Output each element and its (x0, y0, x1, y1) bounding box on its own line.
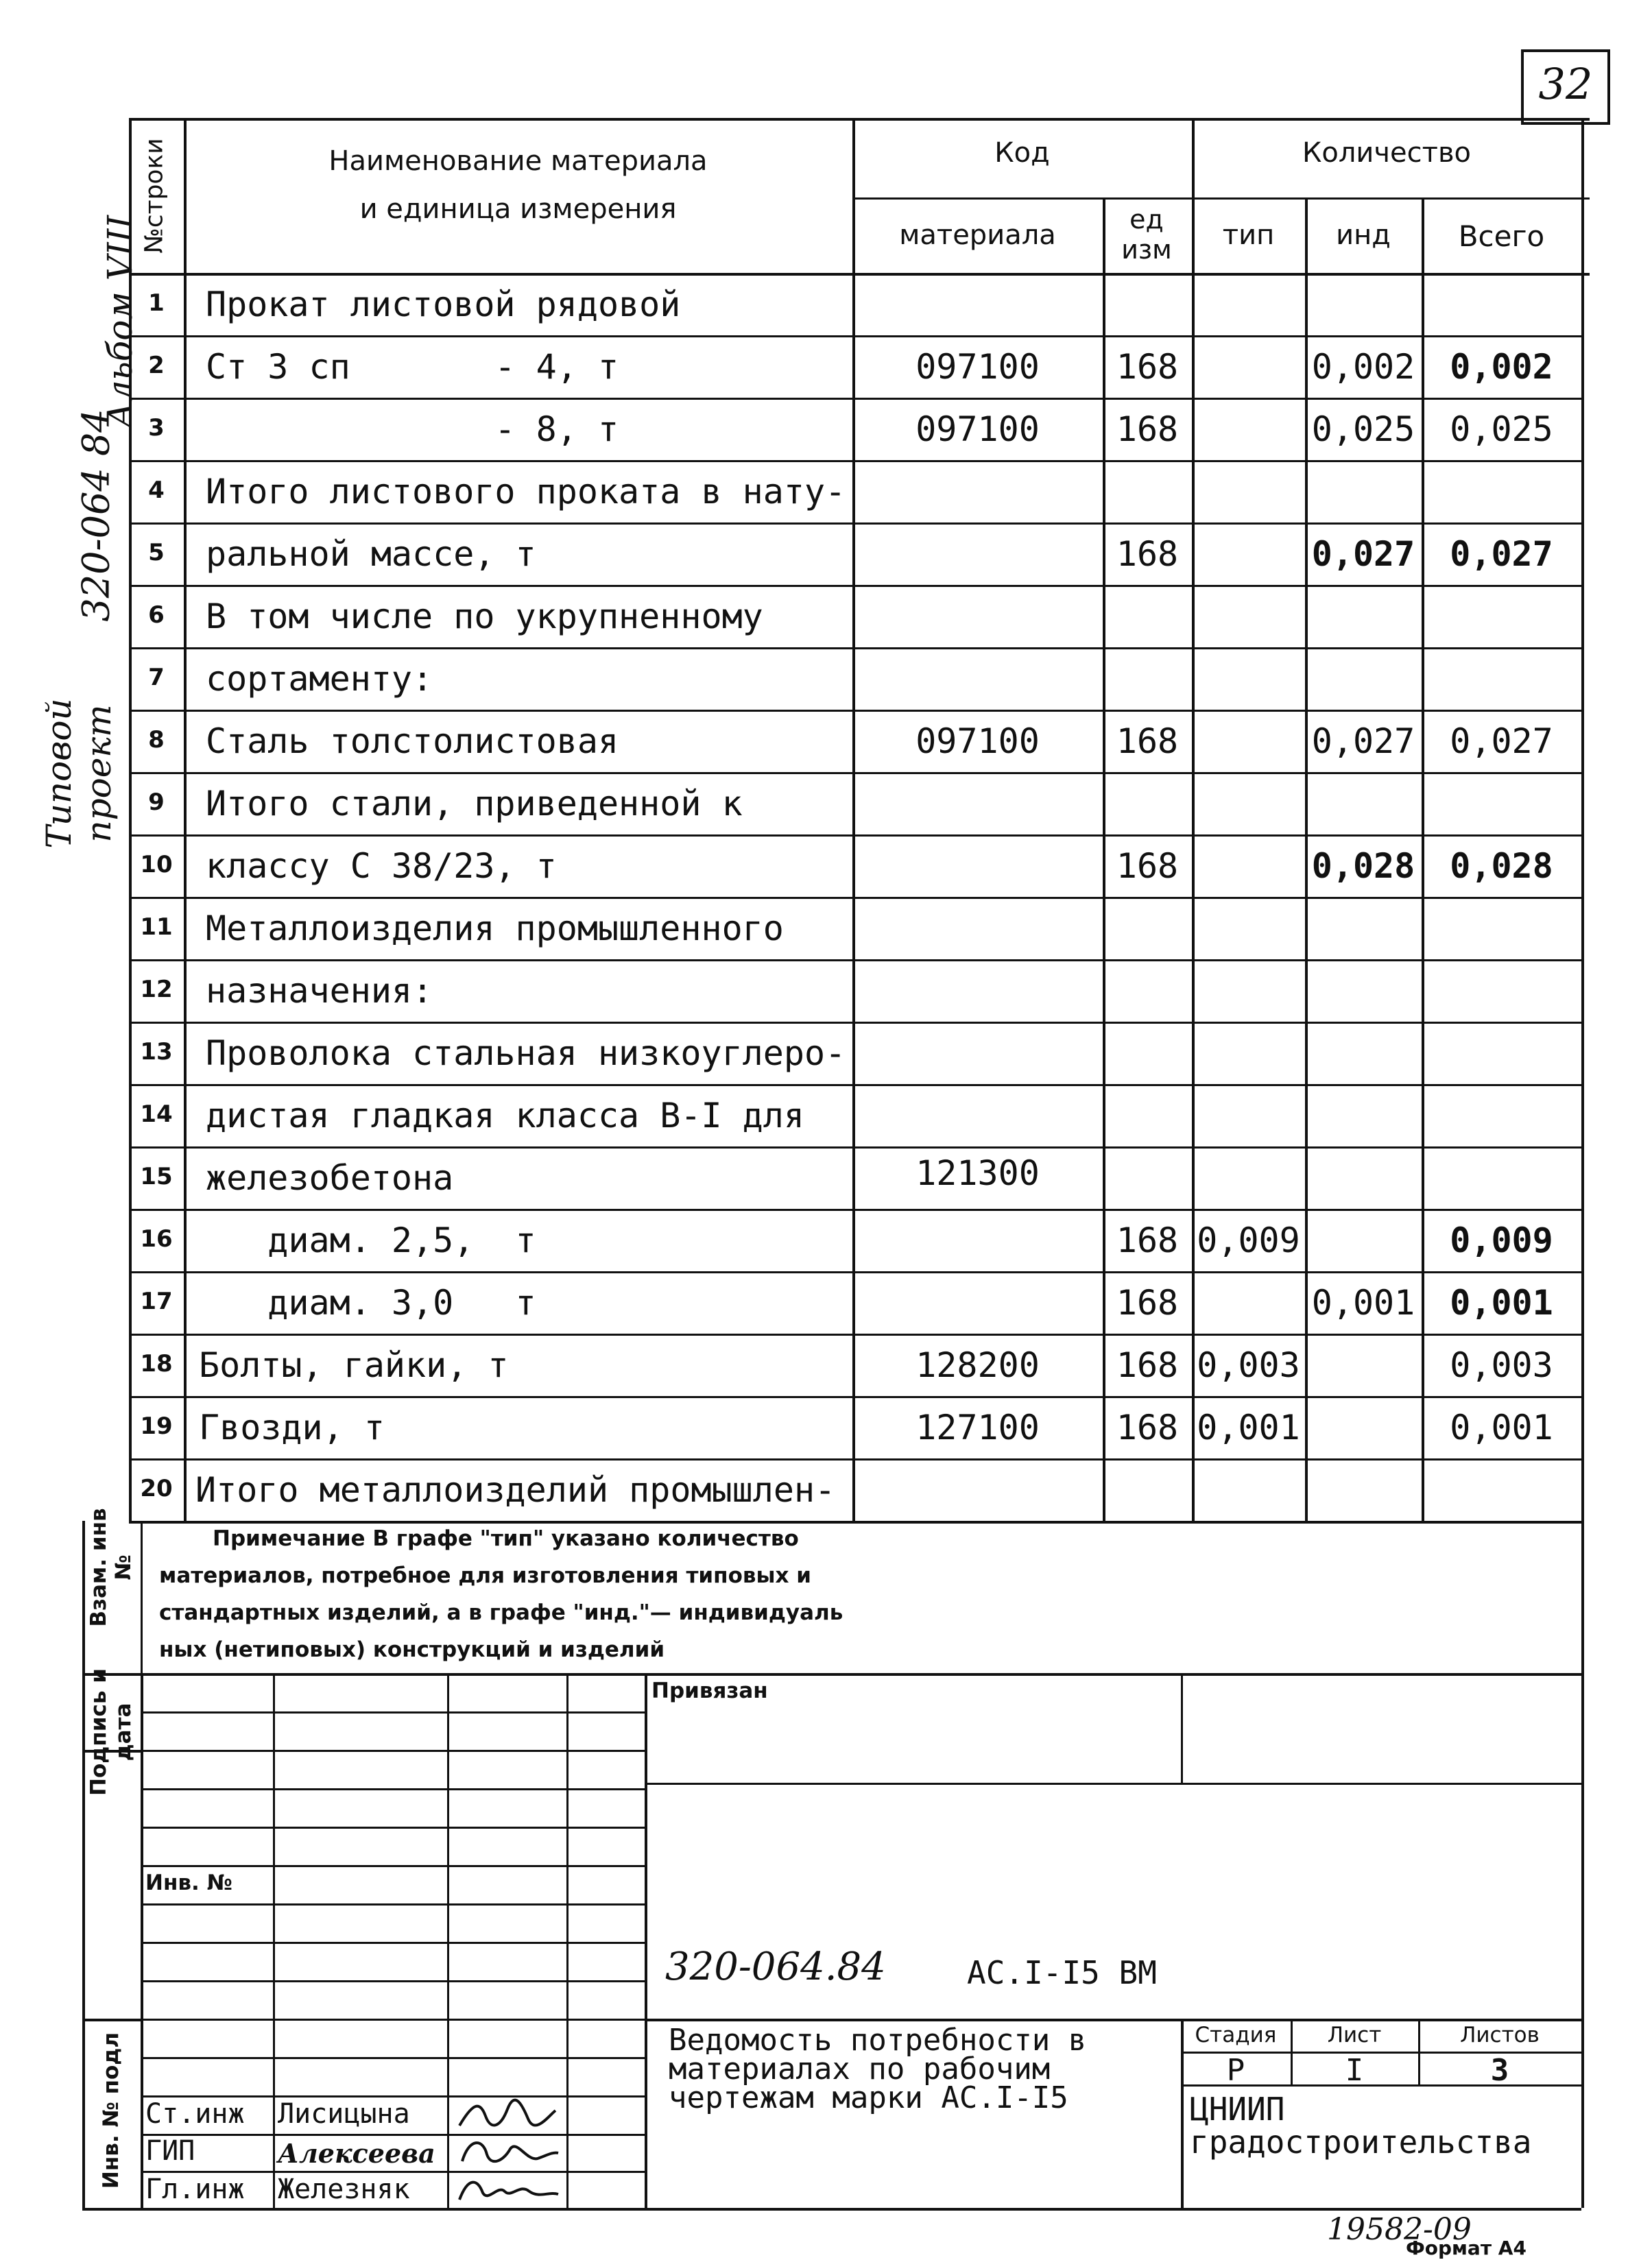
doc-number: 320-064.84 (665, 1945, 886, 1989)
row-ind: 0,002 (1311, 347, 1415, 387)
row-total: 0,001 (1450, 1283, 1553, 1323)
doc-title: Ведомость потребности в материалах по рабочим чертежам марки АС.I-I5 (669, 2023, 1087, 2115)
side-text-project: Типовой проект (39, 698, 119, 849)
side-text-number: 320-064 84 (74, 409, 118, 622)
privyazan-label: Привязан (651, 1679, 768, 1703)
row-code: 128200 (915, 1345, 1040, 1385)
row-ind: 0,028 (1311, 846, 1415, 886)
row-name: дистая гладкая класса В-I для (206, 1096, 804, 1135)
row-name: ральной массе, т (206, 534, 536, 574)
row-name: диам. 3,0 т (206, 1283, 536, 1323)
row-unit: 168 (1116, 1408, 1179, 1447)
row-name: Гвозди, т (199, 1408, 385, 1447)
row-number: 10 (140, 851, 173, 878)
row-number: 7 (148, 664, 165, 691)
row-ind: 0,001 (1311, 1283, 1415, 1323)
row-number: 11 (140, 913, 173, 941)
row-unit: 168 (1116, 846, 1179, 886)
side-label-vzam: Взам. инв № (86, 1508, 136, 1627)
row-number: 15 (140, 1163, 173, 1190)
row-unit: 168 (1116, 534, 1179, 574)
row-code: 121300 (915, 1153, 1040, 1193)
format-label: Формат А4 (1406, 2237, 1527, 2259)
signature-2 (453, 2134, 562, 2172)
row-number: 20 (140, 1475, 173, 1502)
row-number: 2 (148, 352, 165, 379)
row-total: 0,002 (1450, 347, 1553, 387)
row-name: Болты, гайки, т (199, 1345, 509, 1385)
header-quantity: Количество (1302, 137, 1471, 169)
row-number: 16 (140, 1225, 173, 1253)
sheet-value: I (1345, 2053, 1364, 2088)
row-unit: 168 (1116, 1345, 1179, 1385)
row-unit: 168 (1116, 1283, 1179, 1323)
row-name: Итого стали, приведенной к (206, 784, 743, 824)
header-name-line1: Наименование материала (328, 145, 708, 177)
person-role: Гл.инж (145, 2174, 245, 2205)
row-code: 097100 (915, 347, 1040, 387)
row-number: 9 (148, 789, 165, 816)
person-role: Ст.инж (145, 2098, 245, 2130)
row-number: 6 (148, 601, 165, 629)
page-number: 32 (1538, 59, 1593, 109)
row-number: 17 (140, 1288, 173, 1315)
row-number: 19 (140, 1412, 173, 1440)
row-number: 4 (148, 477, 165, 504)
row-name: железобетона (206, 1158, 454, 1198)
row-number: 5 (148, 539, 165, 566)
row-ind: 0,027 (1311, 534, 1415, 574)
row-total: 0,027 (1450, 721, 1553, 761)
row-name: сортаменту: (206, 659, 433, 699)
row-unit: 168 (1116, 409, 1179, 449)
row-typ: 0,003 (1197, 1345, 1300, 1385)
row-name: назначения: (206, 971, 433, 1011)
row-code: 097100 (915, 409, 1040, 449)
side-label-podpis: Подпись и дата (86, 1668, 136, 1796)
row-name: Прокат листовой рядовой (206, 285, 681, 324)
side-text-album: Альбом VIII (100, 215, 140, 429)
row-number: 1 (148, 289, 165, 317)
row-total: 0,027 (1450, 534, 1553, 574)
row-total: 0,009 (1450, 1221, 1553, 1260)
row-name: Ст 3 сп - 4, т (206, 347, 619, 387)
row-name: диам. 2,5, т (206, 1221, 536, 1260)
row-number: 13 (140, 1038, 173, 1066)
row-total: 0,025 (1450, 409, 1553, 449)
archive-number: 19582-09 (1327, 2212, 1472, 2247)
row-name: Сталь толстолистовая (206, 721, 619, 761)
row-name: классу С 38/23, т (206, 846, 557, 886)
row-number: 12 (140, 976, 173, 1003)
stage-label: Стадия (1195, 2023, 1277, 2047)
signature-1 (453, 2095, 562, 2134)
person-name: Алексеева (278, 2138, 435, 2169)
header-qty-ind: инд (1336, 219, 1391, 251)
stage-value: Р (1226, 2053, 1245, 2088)
note-line-2: материалов, потребное для изготовления типовых и (159, 1563, 812, 1588)
row-number: 18 (140, 1350, 173, 1378)
row-number: 14 (140, 1101, 173, 1128)
header-qty-total: Всего (1458, 219, 1545, 253)
inv-no-label: Инв. № (145, 1871, 232, 1895)
row-total: 0,028 (1450, 846, 1553, 886)
row-total: 0,003 (1450, 1345, 1553, 1385)
row-name: Металлоизделия промышленного (206, 909, 784, 948)
sheets-label: Листов (1460, 2023, 1540, 2047)
row-typ: 0,009 (1197, 1221, 1300, 1260)
row-typ: 0,001 (1197, 1408, 1300, 1447)
row-name: Проволока стальная низкоуглеро- (206, 1033, 846, 1073)
person-name: Лисицына (278, 2098, 410, 2130)
header-code-material: материала (899, 219, 1056, 251)
note-line-3: стандартных изделий, а в графе "инд."— индивидуаль (159, 1600, 843, 1625)
signature-3 (453, 2171, 562, 2208)
side-label-inv-podl: Инв. № подл (99, 2032, 123, 2189)
row-ind: 0,025 (1311, 409, 1415, 449)
row-ind: 0,027 (1311, 721, 1415, 761)
row-name: Итого металлоизделий промышлен- (195, 1470, 836, 1510)
header-code: Код (994, 137, 1050, 169)
row-number: 8 (148, 726, 165, 754)
organization: ЦНИИП градостроительства (1190, 2091, 1532, 2161)
person-role: ГИП (145, 2135, 195, 2167)
row-code: 097100 (915, 721, 1040, 761)
row-name: Итого листового проката в нату- (206, 472, 846, 512)
sheets-value: 3 (1490, 2053, 1509, 2088)
row-name: - 8, т (206, 409, 619, 449)
header-name-line2: и единица измерения (359, 193, 677, 225)
header-code-unit: ед изм (1121, 204, 1172, 265)
header-qty-type: тип (1222, 219, 1275, 251)
row-number: 3 (148, 414, 165, 442)
row-total: 0,001 (1450, 1408, 1553, 1447)
person-name: Железняк (278, 2174, 410, 2205)
sheet-label: Лист (1327, 2023, 1382, 2047)
note-line-4: ных (нетиповых) конструкций и изделий (159, 1637, 665, 1662)
row-unit: 168 (1116, 347, 1179, 387)
doc-mark: АС.I-I5 ВМ (967, 1954, 1157, 1991)
row-code: 127100 (915, 1408, 1040, 1447)
note-line-1: Примечание В графе "тип" указано количество (213, 1526, 799, 1551)
row-unit: 168 (1116, 721, 1179, 761)
row-unit: 168 (1116, 1221, 1179, 1260)
header-row-no: №строки (140, 138, 169, 254)
row-name: В том числе по укрупненному (206, 597, 763, 636)
